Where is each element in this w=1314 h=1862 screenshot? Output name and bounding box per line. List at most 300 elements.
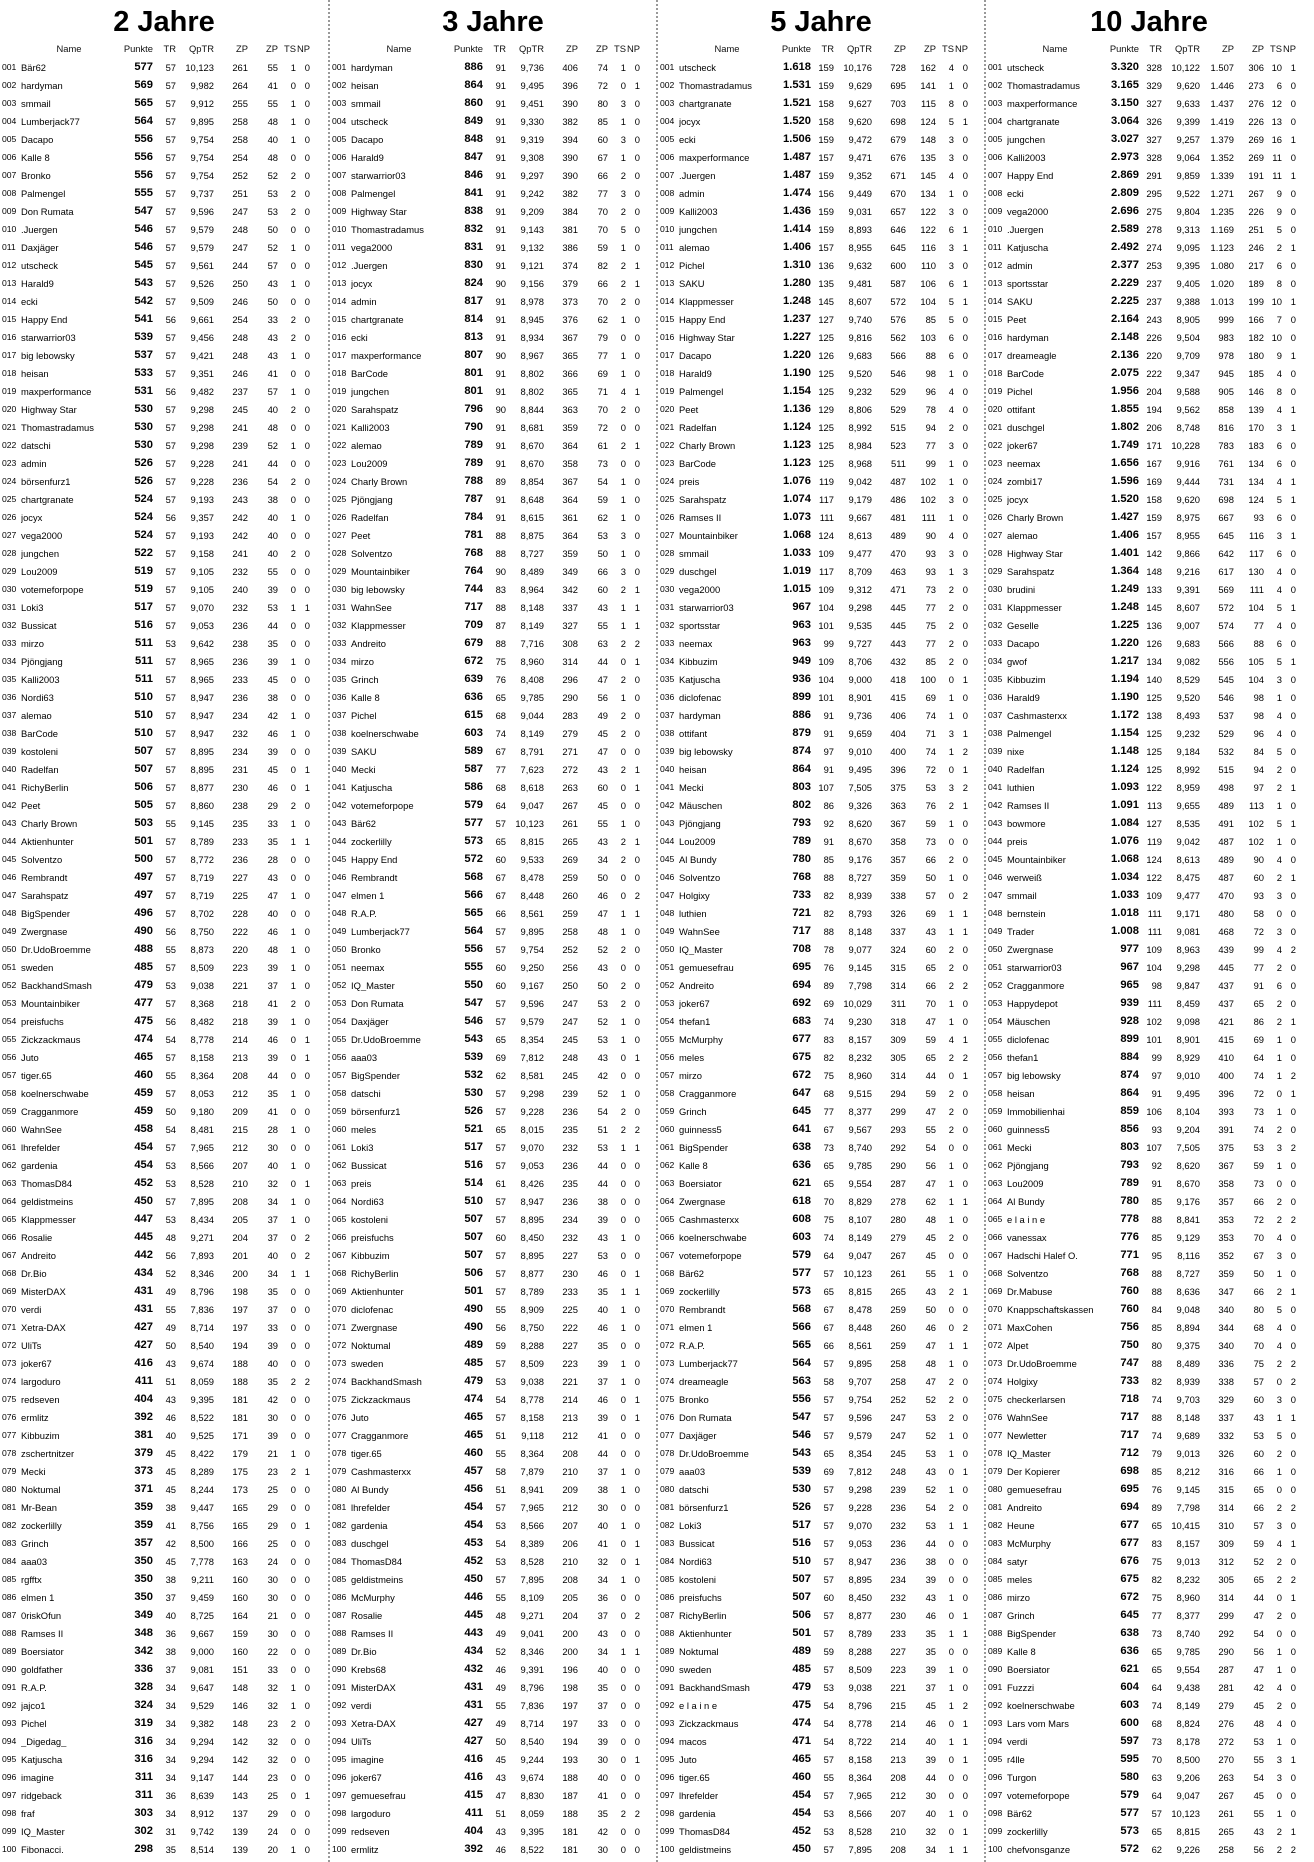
ts-value: 3 <box>620 133 626 145</box>
zp2-value: 306 <box>1248 61 1264 73</box>
qptr-value: 9,308 <box>520 151 544 163</box>
player-name: IQ_Master <box>1007 1447 1051 1459</box>
points: 474 <box>134 1033 153 1045</box>
ts-value: 1 <box>290 655 296 667</box>
qptr-value: 9,785 <box>1176 1645 1200 1657</box>
rank: 037 <box>332 710 347 720</box>
np-value: 0 <box>1290 1519 1296 1531</box>
zp2-value: 47 <box>925 1339 936 1351</box>
qptr-value: 8,955 <box>1176 529 1200 541</box>
ts-value: 1 <box>1276 1735 1282 1747</box>
tr-value: 56 <box>165 385 176 397</box>
ts-value: 3 <box>948 547 954 559</box>
zp-value: 326 <box>890 907 906 919</box>
table-row <box>2 1732 326 1750</box>
np-value: 0 <box>1290 763 1296 775</box>
ts-value: 4 <box>948 403 954 415</box>
table-row <box>2 832 326 850</box>
table-row <box>660 634 982 652</box>
qptr-value: 9,271 <box>520 1609 544 1621</box>
qptr-value: 9,895 <box>848 1357 872 1369</box>
ts-value: 2 <box>290 1465 296 1477</box>
points: 886 <box>792 709 811 721</box>
zp2-value: 54 <box>925 1141 936 1153</box>
rank: 067 <box>2 1250 17 1260</box>
zp-value: 761 <box>1218 457 1234 469</box>
ts-value: 0 <box>290 1555 296 1567</box>
column-header: Name <box>1042 42 1068 54</box>
column-header: TS <box>942 42 954 54</box>
ts-value: 0 <box>620 1555 626 1567</box>
zp2-value: 40 <box>597 1303 608 1315</box>
np-value: 0 <box>1290 835 1296 847</box>
qptr-value: 8,448 <box>848 1321 872 1333</box>
zp2-value: 56 <box>1253 1843 1264 1855</box>
zp-value: 404 <box>890 727 906 739</box>
table-row <box>988 1498 1310 1516</box>
zp2-value: 57 <box>1253 1519 1264 1531</box>
qptr-value: 8,939 <box>1176 1375 1200 1387</box>
ts-value: 1 <box>290 511 296 523</box>
ts-value: 1 <box>948 1519 954 1531</box>
table-row <box>332 544 654 562</box>
points: 677 <box>1120 1537 1139 1549</box>
zp-value: 258 <box>890 1375 906 1387</box>
qptr-value: 7,798 <box>848 979 872 991</box>
np-value: 0 <box>634 1249 640 1261</box>
rank: 017 <box>988 350 1003 360</box>
qptr-value: 8,509 <box>190 961 214 973</box>
zp2-value: 269 <box>1248 151 1264 163</box>
tr-value: 57 <box>165 205 176 217</box>
zp2-value: 98 <box>925 367 936 379</box>
rank: 093 <box>332 1718 347 1728</box>
rank: 081 <box>332 1502 347 1512</box>
table-row <box>332 490 654 508</box>
points: 497 <box>134 889 153 901</box>
zp-value: 210 <box>890 1825 906 1837</box>
rank: 100 <box>332 1844 347 1854</box>
tr-value: 89 <box>1151 1501 1162 1513</box>
player-name: jocyx <box>1007 493 1029 505</box>
zp2-value: 77 <box>1253 961 1264 973</box>
qptr-value: 7,798 <box>1176 1501 1200 1513</box>
ts-value: 1 <box>290 1123 296 1135</box>
table-row <box>660 94 982 112</box>
ts-value: 1 <box>620 1087 626 1099</box>
player-name: Kalli2003 <box>679 205 718 217</box>
zp-value: 197 <box>562 1717 578 1729</box>
tr-value: 57 <box>165 673 176 685</box>
points: 454 <box>792 1807 811 1819</box>
zp2-value: 61 <box>597 439 608 451</box>
rank: 085 <box>988 1574 1003 1584</box>
table-row <box>660 976 982 994</box>
zp-value: 358 <box>562 457 578 469</box>
rank: 078 <box>660 1448 675 1458</box>
player-name: Mecki <box>21 1465 46 1477</box>
player-name: geldistmeins <box>351 1573 404 1585</box>
ts-value: 3 <box>1276 889 1282 901</box>
ts-value: 1 <box>948 709 954 721</box>
rank: 073 <box>988 1358 1003 1368</box>
table-row <box>660 1678 982 1696</box>
zp-value: 175 <box>232 1465 248 1477</box>
zp2-value: 34 <box>597 1645 608 1657</box>
zp-value: 230 <box>232 781 248 793</box>
points: 780 <box>792 853 811 865</box>
table-row <box>988 616 1310 634</box>
table-row <box>2 760 326 778</box>
qptr-value: 8,750 <box>190 925 214 937</box>
ts-value: 0 <box>290 1411 296 1423</box>
zp-value: 234 <box>890 1573 906 1585</box>
zp2-value: 66 <box>1253 1501 1264 1513</box>
np-value: 0 <box>304 133 310 145</box>
table-row <box>2 454 326 472</box>
ts-value: 9 <box>1276 205 1282 217</box>
player-name: Nordi63 <box>351 1195 384 1207</box>
ts-value: 0 <box>1276 1789 1282 1801</box>
zp2-value: 72 <box>1253 1087 1264 1099</box>
qptr-value: 7,505 <box>848 781 872 793</box>
rank: 030 <box>332 584 347 594</box>
table-row <box>332 472 654 490</box>
rank: 022 <box>660 440 675 450</box>
table-row <box>660 958 982 976</box>
rank: 090 <box>332 1664 347 1674</box>
table-row <box>2 436 326 454</box>
zp2-value: 39 <box>597 1357 608 1369</box>
ts-value: 4 <box>1276 853 1282 865</box>
ts-value: 0 <box>948 1555 954 1567</box>
np-value: 0 <box>304 1843 310 1855</box>
np-value: 0 <box>962 457 968 469</box>
table-row <box>660 1408 982 1426</box>
tr-value: 53 <box>165 1213 176 1225</box>
ts-value: 2 <box>620 997 626 1009</box>
player-name: Krebs68 <box>351 1663 386 1675</box>
player-name: mirzo <box>1007 1591 1030 1603</box>
rank: 009 <box>2 206 17 216</box>
np-value: 0 <box>962 1357 968 1369</box>
tr-value: 57 <box>165 79 176 91</box>
tr-value: 68 <box>823 1087 834 1099</box>
zp2-value: 47 <box>925 1375 936 1387</box>
zp-value: 299 <box>1218 1609 1234 1621</box>
tr-value: 104 <box>1146 961 1162 973</box>
table-row <box>660 1084 982 1102</box>
table-row <box>660 76 982 94</box>
player-name: Zickzackmaus <box>21 1033 81 1045</box>
ts-value: 0 <box>948 1609 954 1621</box>
player-name: SAKU <box>679 277 705 289</box>
zp-value: 193 <box>562 1753 578 1765</box>
ts-value: 1 <box>1276 1033 1282 1045</box>
player-name: mirzo <box>679 1069 702 1081</box>
zp2-value: 103 <box>920 331 936 343</box>
zp-value: 316 <box>1218 1465 1234 1477</box>
rank: 070 <box>2 1304 17 1314</box>
ts-value: 2 <box>1276 1285 1282 1297</box>
player-name: Aktienhunter <box>21 835 74 847</box>
table-row <box>988 1264 1310 1282</box>
tr-value: 91 <box>495 241 506 253</box>
qptr-value: 8,244 <box>190 1483 214 1495</box>
zp-value: 315 <box>890 961 906 973</box>
zp-value: 252 <box>562 943 578 955</box>
zp2-value: 58 <box>1253 907 1264 919</box>
ts-value: 3 <box>948 133 954 145</box>
tr-value: 91 <box>495 259 506 271</box>
np-value: 0 <box>1290 367 1296 379</box>
player-name: Nordi63 <box>679 1555 712 1567</box>
zp-value: 340 <box>1218 1339 1234 1351</box>
player-name: WahnSee <box>351 601 392 613</box>
player-name: ermlitz <box>351 1843 379 1855</box>
zp-value: 366 <box>562 367 578 379</box>
zp-value: 359 <box>562 547 578 559</box>
zp-value: 247 <box>232 205 248 217</box>
np-value: 0 <box>962 655 968 667</box>
ts-value: 3 <box>948 727 954 739</box>
player-name: BackhandSmash <box>21 979 92 991</box>
tr-value: 43 <box>495 1771 506 1783</box>
qptr-value: 9,298 <box>520 1087 544 1099</box>
player-name: Mountainbiker <box>21 997 80 1009</box>
np-value: 1 <box>1290 349 1296 361</box>
np-value: 0 <box>634 997 640 1009</box>
qptr-value: 7,895 <box>190 1195 214 1207</box>
zp-value: 258 <box>232 133 248 145</box>
zp-value: 337 <box>1218 1411 1234 1423</box>
qptr-value: 9,013 <box>1176 1555 1200 1567</box>
points: 803 <box>792 781 811 793</box>
ts-value: 2 <box>290 205 296 217</box>
points: 510 <box>792 1555 811 1567</box>
rank: 025 <box>988 494 1003 504</box>
rank: 078 <box>2 1448 17 1458</box>
np-value: 1 <box>1290 1411 1296 1423</box>
qptr-value: 8,450 <box>520 1231 544 1243</box>
qptr-value: 9,395 <box>1176 259 1200 271</box>
zp2-value: 53 <box>1253 1429 1264 1441</box>
ts-value: 0 <box>290 1393 296 1405</box>
np-value: 0 <box>1290 1393 1296 1405</box>
zp2-value: 146 <box>1248 385 1264 397</box>
zp2-value: 35 <box>597 1285 608 1297</box>
table-row <box>332 904 654 922</box>
player-name: aaa03 <box>351 1051 378 1063</box>
zp-value: 1.507 <box>1210 61 1234 73</box>
points: 717 <box>1120 1411 1139 1423</box>
qptr-value: 8,670 <box>520 439 544 451</box>
points: 516 <box>134 619 153 631</box>
qptr-value: 8,059 <box>190 1375 214 1387</box>
points: 1.190 <box>783 367 811 379</box>
table-row <box>332 976 654 994</box>
tr-value: 57 <box>165 151 176 163</box>
np-value: 0 <box>634 1447 640 1459</box>
ts-value: 13 <box>1271 115 1282 127</box>
ts-value: 4 <box>1276 709 1282 721</box>
np-value: 0 <box>304 205 310 217</box>
rank: 033 <box>332 638 347 648</box>
np-value: 0 <box>634 1519 640 1531</box>
qptr-value: 8,500 <box>190 1537 214 1549</box>
points: 349 <box>134 1609 153 1621</box>
table-row <box>660 940 982 958</box>
points: 465 <box>792 1753 811 1765</box>
qptr-value: 8,157 <box>848 1033 872 1045</box>
qptr-value: 8,500 <box>1176 1753 1200 1765</box>
points: 3.150 <box>1111 97 1139 109</box>
points: 636 <box>464 691 483 703</box>
points: 963 <box>792 637 811 649</box>
zp2-value: 48 <box>267 421 278 433</box>
points: 379 <box>134 1447 153 1459</box>
ts-value: 10 <box>1271 331 1282 343</box>
zp-value: 280 <box>890 1213 906 1225</box>
zp2-value: 38 <box>267 691 278 703</box>
zp2-value: 43 <box>267 277 278 289</box>
ts-value: 0 <box>290 1177 296 1189</box>
tr-value: 57 <box>1151 1807 1162 1819</box>
player-name: Pjöngjang <box>679 817 721 829</box>
zp-value: 287 <box>1218 1663 1234 1675</box>
np-value: 0 <box>1290 457 1296 469</box>
tr-value: 57 <box>165 529 176 541</box>
rank: 033 <box>2 638 17 648</box>
zp-value: 337 <box>890 925 906 937</box>
tr-value: 57 <box>165 475 176 487</box>
qptr-value: 8,540 <box>520 1735 544 1747</box>
ts-value: 0 <box>620 889 626 901</box>
zp2-value: 38 <box>597 1483 608 1495</box>
rank: 013 <box>2 278 17 288</box>
player-name: Solventzo <box>1007 1267 1049 1279</box>
zp2-value: 39 <box>267 655 278 667</box>
ts-value: 0 <box>620 1411 626 1423</box>
qptr-value: 9,010 <box>848 745 872 757</box>
rank: 059 <box>332 1106 347 1116</box>
qptr-value: 9,388 <box>1176 295 1200 307</box>
player-name: Peet <box>351 529 371 541</box>
column-header-row <box>660 38 982 58</box>
qptr-value: 9,515 <box>848 1087 872 1099</box>
tr-value: 53 <box>495 1375 506 1387</box>
zp-value: 267 <box>562 799 578 811</box>
ts-value: 0 <box>290 1501 296 1513</box>
tr-value: 73 <box>1151 1735 1162 1747</box>
player-name: votemeforpope <box>1007 1789 1070 1801</box>
ts-value: 0 <box>1276 1177 1282 1189</box>
zp2-value: 71 <box>597 385 608 397</box>
rank: 013 <box>988 278 1003 288</box>
np-value: 2 <box>962 1051 968 1063</box>
rank: 028 <box>332 548 347 558</box>
rank: 045 <box>660 854 675 864</box>
np-value: 1 <box>962 907 968 919</box>
ts-value: 1 <box>1276 1645 1282 1657</box>
zp2-value: 170 <box>1248 421 1264 433</box>
zp-value: 439 <box>1218 943 1234 955</box>
zp-value: 265 <box>562 835 578 847</box>
np-value: 0 <box>304 421 310 433</box>
rank: 078 <box>988 1448 1003 1458</box>
player-name: utscheck <box>351 115 388 127</box>
ts-value: 6 <box>948 277 954 289</box>
table-row <box>660 1642 982 1660</box>
np-value: 0 <box>962 1123 968 1135</box>
np-value: 0 <box>1290 205 1296 217</box>
tr-value: 53 <box>165 1159 176 1171</box>
np-value: 0 <box>1290 277 1296 289</box>
table-row <box>988 1696 1310 1714</box>
zp2-value: 93 <box>925 547 936 559</box>
zp2-value: 57 <box>267 385 278 397</box>
table-row <box>660 472 982 490</box>
qptr-value: 8,450 <box>848 1591 872 1603</box>
ts-value: 0 <box>620 1339 626 1351</box>
player-name: koelnerschwabe <box>1007 1699 1075 1711</box>
zp2-value: 39 <box>267 745 278 757</box>
tr-value: 111 <box>1147 907 1162 919</box>
points: 807 <box>464 349 483 361</box>
player-name: preisfuchs <box>679 1591 722 1603</box>
zp-value: 359 <box>890 871 906 883</box>
table-row <box>988 1066 1310 1084</box>
ts-value: 5 <box>1276 655 1282 667</box>
ts-value: 2 <box>1276 997 1282 1009</box>
zp-value: 396 <box>1218 1087 1234 1099</box>
player-name: Bussicat <box>351 1159 387 1171</box>
zp-value: 269 <box>562 853 578 865</box>
table-row <box>2 958 326 976</box>
tr-value: 45 <box>165 1465 176 1477</box>
table-row <box>988 1228 1310 1246</box>
zp2-value: 75 <box>1253 1357 1264 1369</box>
table-row <box>660 382 982 400</box>
zp-value: 230 <box>890 1609 906 1621</box>
ts-value: 1 <box>948 1483 954 1495</box>
table-row <box>332 742 654 760</box>
qptr-value: 9,447 <box>190 1501 214 1513</box>
ts-value: 0 <box>620 745 626 757</box>
column-header: TR <box>493 42 506 54</box>
np-value: 0 <box>1290 1645 1296 1657</box>
zp-value: 532 <box>1218 745 1234 757</box>
rank: 081 <box>660 1502 675 1512</box>
ts-value: 3 <box>1276 1519 1282 1531</box>
table-row <box>332 508 654 526</box>
table-row <box>332 1678 654 1696</box>
np-value: 0 <box>962 1789 968 1801</box>
player-name: BackhandSmash <box>351 1375 422 1387</box>
ts-value: 1 <box>948 817 954 829</box>
player-name: admin <box>351 295 377 307</box>
table-row <box>2 1480 326 1498</box>
player-name: Dacapo <box>21 133 54 145</box>
ts-value: 0 <box>620 1717 626 1729</box>
ts-value: 2 <box>948 979 954 991</box>
points: 683 <box>792 1015 811 1027</box>
zp-value: 208 <box>890 1771 906 1783</box>
points: 475 <box>134 1015 153 1027</box>
zp2-value: 32 <box>267 1753 278 1765</box>
zp2-value: 39 <box>267 1429 278 1441</box>
zp-value: 272 <box>562 763 578 775</box>
